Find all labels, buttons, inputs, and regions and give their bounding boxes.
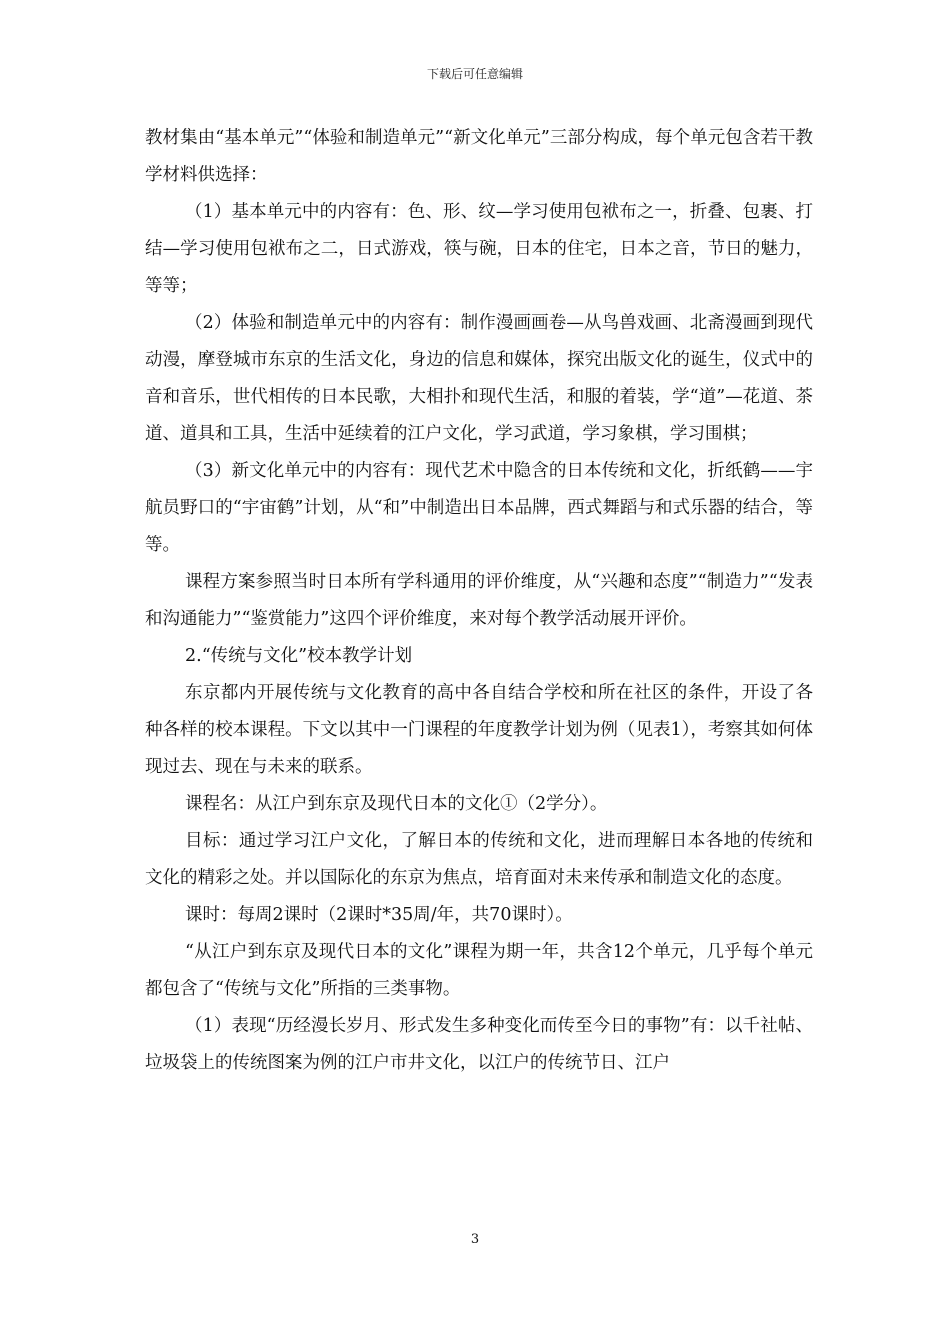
paragraph-units-intro: 教材集由“基本单元”“体验和制造单元”“新文化单元”三部分构成，每个单元包含若干教学材料供选择：	[145, 128, 813, 185]
paragraph-school-courses: 东京都内开展传统与文化教育的高中各自结合学校和所在社区的条件，开设了各种各样的校本课程。下文以其中一门课程的年度教学计划为例（见表1），考察其如何体现过去、现在与未来的联系。	[145, 683, 813, 777]
paragraph-evaluation: 课程方案参照当时日本所有学科通用的评价维度，从“兴趣和态度”“制造力”“发表和沟通能力”“鉴赏能力”这四个评价维度，来对每个教学活动展开评价。	[145, 572, 813, 629]
paragraph-new-culture-units: （3）新文化单元中的内容有：现代艺术中隐含的日本传统和文化，折纸鹤——宇航员野口的“宇宙鹤”计划，从“和”中制造出日本品牌，西式舞蹈与和式乐器的结合，等等。	[145, 461, 813, 555]
paragraph-course-name: 课程名：从江户到东京及现代日本的文化①（2学分）。	[185, 794, 608, 814]
paragraph-course-hours: 课时：每周2课时（2课时*35周/年，共70课时）。	[185, 905, 573, 925]
section-heading: 2.“传统与文化”校本教学计划	[185, 646, 413, 666]
paragraph-category-one: （1）表现“历经漫长岁月、形式发生多种变化而传至今日的事物”有：以千社帖、垃圾袋上的传统图案为例的江户市井文化，以江户的传统节日、江户	[145, 1016, 813, 1073]
page-header: 下载后可任意编辑	[426, 67, 523, 81]
paragraph-basic-units: （1）基本单元中的内容有：色、形、纹—学习使用包袱布之一，折叠、包裹、打结—学习使用包袱布之二，日式游戏，筷与碗，日本的住宅，日本之音，节日的魅力，等等；	[145, 202, 813, 296]
document-body	[145, 120, 813, 1082]
page-number: 3	[470, 1232, 480, 1247]
paragraph-course-goal: 目标：通过学习江户文化，了解日本的传统和文化，进而理解日本各地的传统和文化的精彩之处。并以国际化的东京为焦点，培育面对未来传承和制造文化的态度。	[145, 831, 813, 888]
paragraph-course-structure: “从江户到东京及现代日本的文化”课程为期一年，共含12个单元，几乎每个单元都包含了“传统与文化”所指的三类事物。	[145, 942, 813, 999]
paragraph-experience-units: （2）体验和制造单元中的内容有：制作漫画画卷—从鸟兽戏画、北斋漫画到现代动漫，摩登城市东京的生活文化，身边的信息和媒体，探究出版文化的诞生，仪式中的音和音乐，世代相传的日本民歌，大相扑和现代生活，和服的着装，学“道”—花道、茶道、道具和工具，生活中延续着的江户文化，学习武道，学习象棋，学习围棋；	[145, 313, 813, 444]
